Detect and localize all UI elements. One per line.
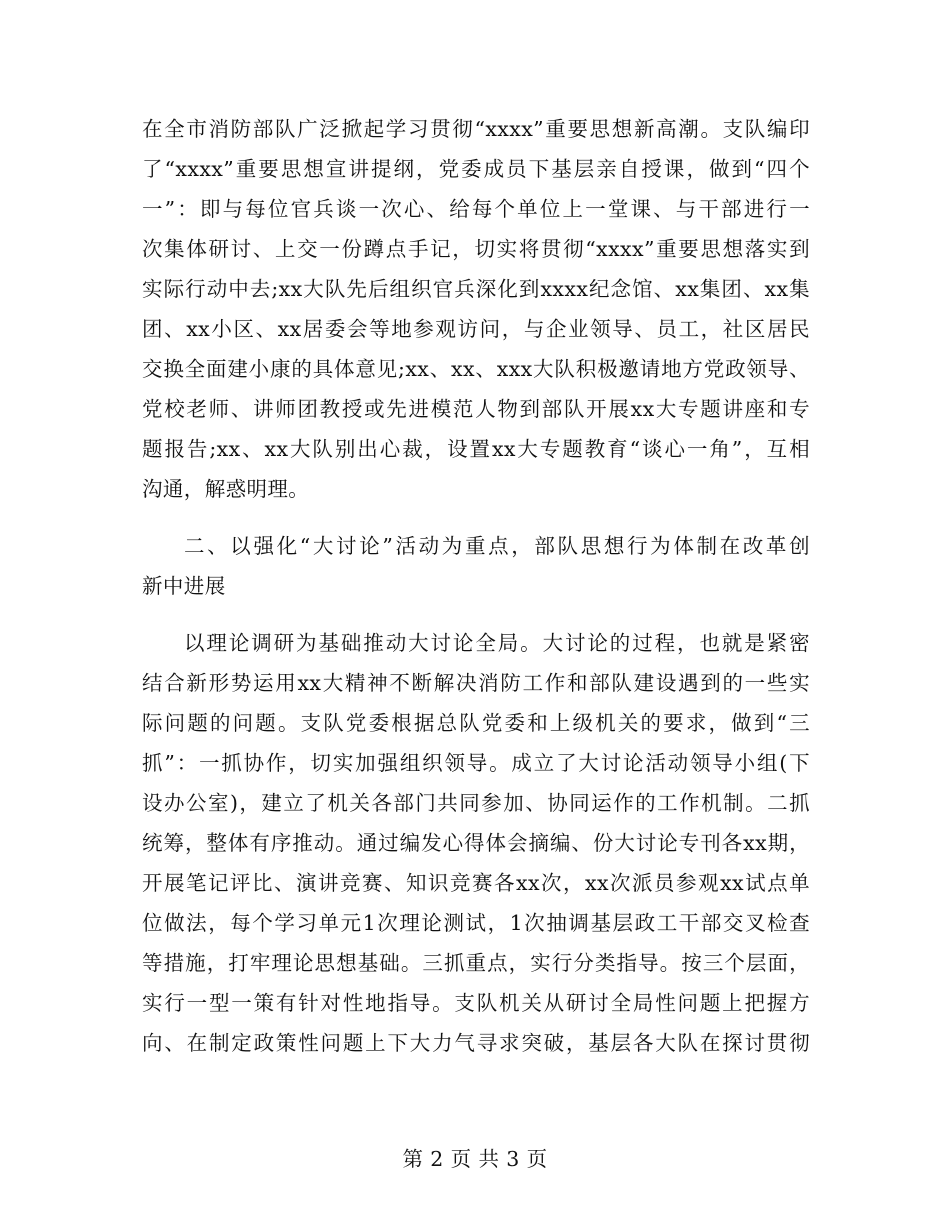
- text-line: 了“xxxx”重要思想宣讲提纲，党委成员下基层亲自授课，做到“四个: [142, 157, 810, 181]
- text-line: 结合新形势运用xx大精神不断解决消防工作和部队建设遇到的一些实: [142, 671, 810, 695]
- text-line: 等措施，打牢理论思想基础。三抓重点，实行分类指导。按三个层面，: [142, 951, 810, 975]
- paragraph-3: [142, 623, 810, 1063]
- text-line: 沟通，解惑明理。: [142, 477, 310, 501]
- text-line: 在全市消防部队广泛掀起学习贯彻“xxxx”重要思想新高潮。支队编印: [142, 117, 810, 141]
- text-line: 团、xx小区、xx居委会等地参观访问，与企业领导、员工，社区居民: [142, 317, 810, 341]
- text-line: 一”：即与每位官兵谈一次心、给每个单位上一堂课、与干部进行一: [142, 197, 810, 221]
- heading-line: 二、以强化“大讨论”活动为重点，部队思想行为体制在改革创: [184, 534, 810, 558]
- text-line: 统筹，整体有序推动。通过编发心得体会摘编、份大讨论专刊各xx期，: [142, 831, 810, 855]
- text-line: 次集体研讨、上交一份蹲点手记，切实将贯彻“xxxx”重要思想落实到: [142, 237, 810, 261]
- text-line: 向、在制定政策性问题上下大力气寻求突破，基层各大队在探讨贯彻: [142, 1031, 810, 1055]
- section-heading: [142, 526, 810, 606]
- text-line: 实行一型一策有针对性地指导。支队机关从研讨全局性问题上把握方: [142, 991, 810, 1015]
- text-line: 以理论调研为基础推动大讨论全局。大讨论的过程，也就是紧密: [184, 631, 810, 655]
- page-footer: 第 2 页 共 3 页: [402, 1147, 548, 1171]
- text-line: 开展笔记评比、演讲竞赛、知识竞赛各xx次，xx次派员参观xx试点单: [142, 871, 810, 895]
- text-line: 际问题的问题。支队党委根据总队党委和上级机关的要求，做到“三: [142, 711, 810, 735]
- text-line: 交换全面建小康的具体意见;xx、xx、xxx大队积极邀请地方党政领导、: [142, 357, 810, 381]
- text-line: 位做法，每个学习单元1次理论测试，1次抽调基层政工干部交叉检查: [142, 911, 810, 935]
- text-line: 抓”：一抓协作，切实加强组织领导。成立了大讨论活动领导小组(下: [142, 751, 810, 775]
- document-body: [142, 109, 810, 1080]
- text-line: 设办公室)，建立了机关各部门共同参加、协同运作的工作机制。二抓: [142, 791, 810, 815]
- heading-line: 新中进展: [142, 574, 226, 598]
- text-line: 题报告;xx、xx大队别出心裁，设置xx大专题教育“谈心一角”，互相: [142, 437, 810, 461]
- text-line: 实际行动中去;xx大队先后组织官兵深化到xxxx纪念馆、xx集团、xx集: [142, 277, 810, 301]
- paragraph-1: [142, 109, 810, 509]
- text-line: 党校老师、讲师团教授或先进模范人物到部队开展xx大专题讲座和专: [142, 397, 810, 421]
